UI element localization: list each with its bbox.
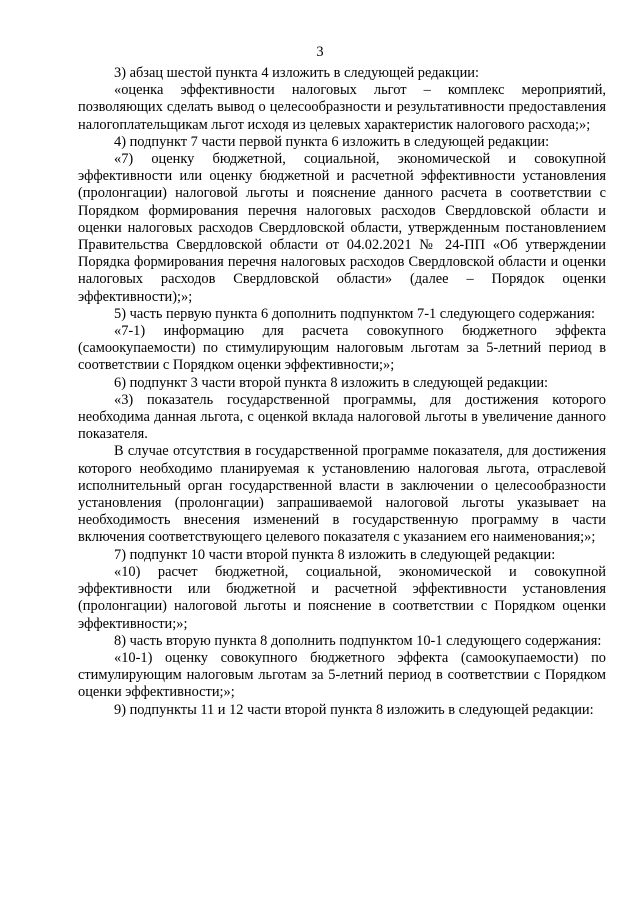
- paragraph: «10-1) оценку совокупного бюджетного эффекта (самоокупаемости) по стимулирующим налоговым льготам за 5-летний период в соответствии с Порядком оценки эффективности;»;: [78, 649, 606, 701]
- paragraph: 7) подпункт 10 части второй пункта 8 изложить в следующей редакции:: [114, 546, 556, 563]
- paragraph: «7) оценку бюджетной, социальной, экономической и совокупной эффективности или оценку бюджетной и расчетной эффективности установления (пролонгации) налоговой льготы и пояснение данного расчета в соответствии с Порядком формирования перечня налоговых расходов Свердловской области и оценки налоговых расходов Свердловской области, утвержденным постановлением Правительства Свердловской области от 04.02.2021 № 24-ПП «Об утверждении Порядка формирования перечня налоговых расходов Свердловской области и оценки налоговых расходов Свердловской области» (далее – Порядок оценки эффективности);»;: [78, 151, 606, 305]
- paragraph: «7-1) информацию для расчета совокупного бюджетного эффекта (самоокупаемости) по стимулирующим налоговым льготам за 5-летний период в соответствии с Порядком оценки эффективности;»;: [78, 323, 606, 374]
- paragraph: 8) часть вторую пункта 8 дополнить подпунктом 10-1 следующего содержания:: [114, 632, 602, 649]
- paragraph: «10) расчет бюджетной, социальной, экономической и совокупной эффективности или бюджетной и расчетной эффективности установления (пролонгации) налоговой льготы и пояснение в соответствии с Порядком оценки эффективности;»;: [78, 563, 606, 632]
- paragraph: 9) подпункты 11 и 12 части второй пункта 8 изложить в следующей редакции:: [114, 701, 594, 718]
- paragraph: В случае отсутствия в государственной программе показателя, для достижения которого необходимо планируемая к установлению налоговая льгота, отраслевой исполнительный орган государственной власти в заключении о целесообразности установления (пролонгации) запрашиваемой налоговой льготы указывает на необходимость внесения изменений в государственную программу в части включения соответствующего целевого показателя с указанием его наименования;»;: [78, 443, 606, 546]
- paragraph: 3) абзац шестой пункта 4 изложить в следующей редакции:: [114, 65, 480, 81]
- paragraph: 4) подпункт 7 части первой пункта 6 изложить в следующей редакции:: [114, 133, 550, 150]
- page-number: 3: [316, 44, 324, 60]
- paragraph: 6) подпункт 3 части второй пункта 8 изложить в следующей редакции:: [114, 374, 549, 391]
- paragraph: 5) часть первую пункта 6 дополнить подпунктом 7-1 следующего содержания:: [114, 305, 596, 322]
- document-body: [78, 65, 606, 719]
- paragraph: «оценка эффективности налоговых льгот – комплекс мероприятий, позволяющих сделать вывод о целесообразности и результативности предоставления налогоплательщикам льгот исходя из целевых характеристик налогового расхода;»;: [78, 82, 606, 133]
- paragraph: «3) показатель государственной программы, для достижения которого необходима данная льгота, с оценкой вклада налоговой льготы в увеличение данного показателя.: [78, 391, 606, 443]
